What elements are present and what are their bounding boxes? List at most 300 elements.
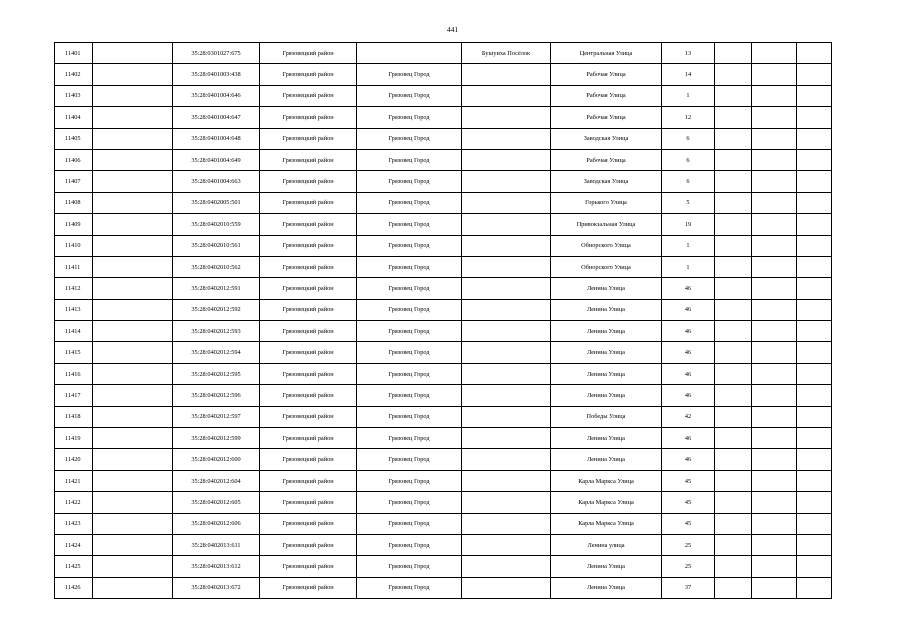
settlement-cell bbox=[462, 128, 551, 149]
district-cell: Грязовецкий район bbox=[260, 534, 357, 555]
empty-cell bbox=[715, 256, 752, 277]
cadastral-number-cell: 35:28:0401004:649 bbox=[173, 149, 260, 170]
street-cell: Ленина Улица bbox=[551, 321, 662, 342]
settlement-cell bbox=[462, 577, 551, 598]
cadastral-number-cell: 35:28:0402012:591 bbox=[173, 278, 260, 299]
blank-cell bbox=[93, 171, 173, 192]
row-number-cell: 11408 bbox=[55, 192, 93, 213]
table-row bbox=[55, 492, 832, 513]
cadastral-number-cell: 35:28:0402010:559 bbox=[173, 214, 260, 235]
empty-cell bbox=[752, 43, 797, 64]
house-number-cell: 25 bbox=[662, 534, 715, 555]
city-cell: Грязовец Город bbox=[357, 428, 462, 449]
house-number-cell: 46 bbox=[662, 428, 715, 449]
cadastral-number-cell: 35:28:0402010:562 bbox=[173, 256, 260, 277]
city-cell: Грязовец Город bbox=[357, 235, 462, 256]
settlement-cell bbox=[462, 149, 551, 170]
house-number-cell: 25 bbox=[662, 556, 715, 577]
district-cell: Грязовецкий район bbox=[260, 256, 357, 277]
empty-cell bbox=[715, 299, 752, 320]
settlement-cell bbox=[462, 64, 551, 85]
district-cell: Грязовецкий район bbox=[260, 299, 357, 320]
blank-cell bbox=[93, 256, 173, 277]
blank-cell bbox=[93, 321, 173, 342]
empty-cell bbox=[715, 492, 752, 513]
table-row bbox=[55, 235, 832, 256]
table-row bbox=[55, 449, 832, 470]
blank-cell bbox=[93, 299, 173, 320]
empty-cell bbox=[797, 149, 832, 170]
settlement-cell bbox=[462, 428, 551, 449]
empty-cell bbox=[752, 192, 797, 213]
house-number-cell: 46 bbox=[662, 342, 715, 363]
cadastral-number-cell: 35:28:0402013:612 bbox=[173, 556, 260, 577]
empty-cell bbox=[797, 278, 832, 299]
house-number-cell: 1 bbox=[662, 85, 715, 106]
city-cell: Грязовец Город bbox=[357, 406, 462, 427]
settlement-cell bbox=[462, 299, 551, 320]
table-row bbox=[55, 64, 832, 85]
empty-cell bbox=[797, 171, 832, 192]
city-cell: Грязовец Город bbox=[357, 470, 462, 491]
table-row bbox=[55, 149, 832, 170]
cadastral-number-cell: 35:28:0402012:605 bbox=[173, 492, 260, 513]
settlement-cell bbox=[462, 492, 551, 513]
empty-cell bbox=[752, 64, 797, 85]
table-row bbox=[55, 256, 832, 277]
settlement-cell bbox=[462, 513, 551, 534]
blank-cell bbox=[93, 428, 173, 449]
empty-cell bbox=[752, 235, 797, 256]
empty-cell bbox=[715, 128, 752, 149]
house-number-cell: 5 bbox=[662, 192, 715, 213]
house-number-cell: 46 bbox=[662, 321, 715, 342]
table-row bbox=[55, 406, 832, 427]
street-cell: Ленина Улица bbox=[551, 299, 662, 320]
empty-cell bbox=[715, 428, 752, 449]
blank-cell bbox=[93, 449, 173, 470]
cadastral-number-cell: 35:28:0402010:561 bbox=[173, 235, 260, 256]
table-row bbox=[55, 363, 832, 384]
city-cell: Грязовец Город bbox=[357, 214, 462, 235]
table-row bbox=[55, 171, 832, 192]
cadastral-number-cell: 35:28:0401003:438 bbox=[173, 64, 260, 85]
house-number-cell: 46 bbox=[662, 385, 715, 406]
cadastral-number-cell: 35:28:0402012:597 bbox=[173, 406, 260, 427]
district-cell: Грязовецкий район bbox=[260, 43, 357, 64]
empty-cell bbox=[797, 43, 832, 64]
empty-cell bbox=[797, 192, 832, 213]
table-row bbox=[55, 385, 832, 406]
blank-cell bbox=[93, 513, 173, 534]
empty-cell bbox=[797, 385, 832, 406]
street-cell: Ленина Улица bbox=[551, 342, 662, 363]
empty-cell bbox=[752, 513, 797, 534]
row-number-cell: 11421 bbox=[55, 470, 93, 491]
city-cell: Грязовец Город bbox=[357, 64, 462, 85]
cadastral-number-cell: 35:28:0402012:593 bbox=[173, 321, 260, 342]
district-cell: Грязовецкий район bbox=[260, 149, 357, 170]
house-number-cell: 6 bbox=[662, 128, 715, 149]
city-cell: Грязовец Город bbox=[357, 299, 462, 320]
district-cell: Грязовецкий район bbox=[260, 278, 357, 299]
house-number-cell: 37 bbox=[662, 577, 715, 598]
empty-cell bbox=[797, 577, 832, 598]
cadastral-number-cell: 35:28:0402012:606 bbox=[173, 513, 260, 534]
cadastral-number-cell: 35:28:0402012:595 bbox=[173, 363, 260, 384]
row-number-cell: 11410 bbox=[55, 235, 93, 256]
settlement-cell bbox=[462, 278, 551, 299]
empty-cell bbox=[797, 107, 832, 128]
district-cell: Грязовецкий район bbox=[260, 449, 357, 470]
row-number-cell: 11405 bbox=[55, 128, 93, 149]
district-cell: Грязовецкий район bbox=[260, 513, 357, 534]
empty-cell bbox=[797, 321, 832, 342]
empty-cell bbox=[715, 64, 752, 85]
district-cell: Грязовецкий район bbox=[260, 107, 357, 128]
house-number-cell: 6 bbox=[662, 171, 715, 192]
empty-cell bbox=[752, 214, 797, 235]
settlement-cell bbox=[462, 363, 551, 384]
registry-body bbox=[55, 43, 832, 599]
street-cell: Рабочая Улица bbox=[551, 64, 662, 85]
district-cell: Грязовецкий район bbox=[260, 363, 357, 384]
district-cell: Грязовецкий район bbox=[260, 64, 357, 85]
empty-cell bbox=[752, 171, 797, 192]
settlement-cell bbox=[462, 171, 551, 192]
settlement-cell bbox=[462, 470, 551, 491]
settlement-cell bbox=[462, 534, 551, 555]
empty-cell bbox=[797, 64, 832, 85]
row-number-cell: 11416 bbox=[55, 363, 93, 384]
row-number-cell: 11409 bbox=[55, 214, 93, 235]
row-number-cell: 11422 bbox=[55, 492, 93, 513]
row-number-cell: 11426 bbox=[55, 577, 93, 598]
street-cell: Карла Маркса Улица bbox=[551, 492, 662, 513]
house-number-cell: 46 bbox=[662, 299, 715, 320]
empty-cell bbox=[797, 363, 832, 384]
empty-cell bbox=[752, 128, 797, 149]
empty-cell bbox=[797, 534, 832, 555]
street-cell: Центральная Улица bbox=[551, 43, 662, 64]
table-row bbox=[55, 214, 832, 235]
empty-cell bbox=[797, 406, 832, 427]
district-cell: Грязовецкий район bbox=[260, 321, 357, 342]
city-cell bbox=[357, 43, 462, 64]
blank-cell bbox=[93, 470, 173, 491]
district-cell: Грязовецкий район bbox=[260, 492, 357, 513]
row-number-cell: 11424 bbox=[55, 534, 93, 555]
street-cell: Ленина Улица bbox=[551, 428, 662, 449]
city-cell: Грязовец Город bbox=[357, 278, 462, 299]
city-cell: Грязовец Город bbox=[357, 363, 462, 384]
street-cell: Горького Улица bbox=[551, 192, 662, 213]
blank-cell bbox=[93, 385, 173, 406]
empty-cell bbox=[752, 256, 797, 277]
street-cell: Ленина улица bbox=[551, 534, 662, 555]
city-cell: Грязовец Город bbox=[357, 107, 462, 128]
house-number-cell: 1 bbox=[662, 256, 715, 277]
cadastral-number-cell: 35:28:0402013:672 bbox=[173, 577, 260, 598]
empty-cell bbox=[715, 235, 752, 256]
blank-cell bbox=[93, 214, 173, 235]
empty-cell bbox=[715, 449, 752, 470]
house-number-cell: 42 bbox=[662, 406, 715, 427]
empty-cell bbox=[752, 299, 797, 320]
settlement-cell: Бушуиха Посёлок bbox=[462, 43, 551, 64]
table-row bbox=[55, 577, 832, 598]
blank-cell bbox=[93, 342, 173, 363]
street-cell: Заводская Улица bbox=[551, 128, 662, 149]
table-row bbox=[55, 128, 832, 149]
house-number-cell: 46 bbox=[662, 278, 715, 299]
table-row bbox=[55, 85, 832, 106]
city-cell: Грязовец Город bbox=[357, 534, 462, 555]
settlement-cell bbox=[462, 385, 551, 406]
settlement-cell bbox=[462, 321, 551, 342]
blank-cell bbox=[93, 85, 173, 106]
settlement-cell bbox=[462, 449, 551, 470]
city-cell: Грязовец Город bbox=[357, 556, 462, 577]
blank-cell bbox=[93, 492, 173, 513]
blank-cell bbox=[93, 192, 173, 213]
row-number-cell: 11423 bbox=[55, 513, 93, 534]
row-number-cell: 11404 bbox=[55, 107, 93, 128]
table-row bbox=[55, 556, 832, 577]
house-number-cell: 6 bbox=[662, 149, 715, 170]
row-number-cell: 11425 bbox=[55, 556, 93, 577]
empty-cell bbox=[752, 321, 797, 342]
city-cell: Грязовец Город bbox=[357, 149, 462, 170]
empty-cell bbox=[715, 171, 752, 192]
district-cell: Грязовецкий район bbox=[260, 556, 357, 577]
district-cell: Грязовецкий район bbox=[260, 85, 357, 106]
settlement-cell bbox=[462, 235, 551, 256]
empty-cell bbox=[752, 534, 797, 555]
empty-cell bbox=[715, 363, 752, 384]
row-number-cell: 11411 bbox=[55, 256, 93, 277]
empty-cell bbox=[715, 192, 752, 213]
district-cell: Грязовецкий район bbox=[260, 342, 357, 363]
empty-cell bbox=[797, 128, 832, 149]
cadastral-number-cell: 35:28:0402005:501 bbox=[173, 192, 260, 213]
city-cell: Грязовец Город bbox=[357, 171, 462, 192]
blank-cell bbox=[93, 577, 173, 598]
empty-cell bbox=[715, 342, 752, 363]
settlement-cell bbox=[462, 214, 551, 235]
cadastral-number-cell: 35:28:0401004:646 bbox=[173, 85, 260, 106]
empty-cell bbox=[797, 256, 832, 277]
table-row bbox=[55, 299, 832, 320]
empty-cell bbox=[797, 449, 832, 470]
city-cell: Грязовец Город bbox=[357, 449, 462, 470]
empty-cell bbox=[752, 406, 797, 427]
blank-cell bbox=[93, 128, 173, 149]
city-cell: Грязовец Город bbox=[357, 192, 462, 213]
empty-cell bbox=[715, 406, 752, 427]
empty-cell bbox=[797, 513, 832, 534]
street-cell: Привокзальная Улица bbox=[551, 214, 662, 235]
street-cell: Карла Маркса Улица bbox=[551, 470, 662, 491]
table-row bbox=[55, 321, 832, 342]
city-cell: Грязовец Город bbox=[357, 342, 462, 363]
city-cell: Грязовец Город bbox=[357, 256, 462, 277]
blank-cell bbox=[93, 43, 173, 64]
city-cell: Грязовец Город bbox=[357, 321, 462, 342]
blank-cell bbox=[93, 534, 173, 555]
district-cell: Грязовецкий район bbox=[260, 192, 357, 213]
district-cell: Грязовецкий район bbox=[260, 385, 357, 406]
table-row bbox=[55, 192, 832, 213]
street-cell: Обнорского Улица bbox=[551, 256, 662, 277]
house-number-cell: 14 bbox=[662, 64, 715, 85]
street-cell: Обнорского Улица bbox=[551, 235, 662, 256]
house-number-cell: 45 bbox=[662, 513, 715, 534]
cadastral-number-cell: 35:28:0301027:675 bbox=[173, 43, 260, 64]
street-cell: Рабочая Улица bbox=[551, 149, 662, 170]
district-cell: Грязовецкий район bbox=[260, 470, 357, 491]
house-number-cell: 12 bbox=[662, 107, 715, 128]
empty-cell bbox=[715, 149, 752, 170]
table-row bbox=[55, 278, 832, 299]
empty-cell bbox=[797, 492, 832, 513]
table-row bbox=[55, 534, 832, 555]
empty-cell bbox=[752, 363, 797, 384]
settlement-cell bbox=[462, 107, 551, 128]
page-number: 441 bbox=[446, 25, 459, 34]
blank-cell bbox=[93, 363, 173, 384]
city-cell: Грязовец Город bbox=[357, 577, 462, 598]
empty-cell bbox=[752, 342, 797, 363]
empty-cell bbox=[715, 43, 752, 64]
empty-cell bbox=[752, 492, 797, 513]
house-number-cell: 45 bbox=[662, 492, 715, 513]
empty-cell bbox=[715, 385, 752, 406]
street-cell: Ленина Улица bbox=[551, 556, 662, 577]
settlement-cell bbox=[462, 406, 551, 427]
settlement-cell bbox=[462, 342, 551, 363]
empty-cell bbox=[797, 299, 832, 320]
district-cell: Грязовецкий район bbox=[260, 235, 357, 256]
settlement-cell bbox=[462, 85, 551, 106]
empty-cell bbox=[715, 278, 752, 299]
empty-cell bbox=[752, 449, 797, 470]
street-cell: Ленина Улица bbox=[551, 278, 662, 299]
cadastral-number-cell: 35:28:0402013:611 bbox=[173, 534, 260, 555]
empty-cell bbox=[715, 556, 752, 577]
registry-table bbox=[54, 42, 832, 599]
empty-cell bbox=[752, 470, 797, 491]
blank-cell bbox=[93, 64, 173, 85]
empty-cell bbox=[715, 577, 752, 598]
cadastral-number-cell: 35:28:0401004:648 bbox=[173, 128, 260, 149]
city-cell: Грязовец Город bbox=[357, 128, 462, 149]
settlement-cell bbox=[462, 256, 551, 277]
empty-cell bbox=[715, 513, 752, 534]
district-cell: Грязовецкий район bbox=[260, 171, 357, 192]
cadastral-number-cell: 35:28:0402012:596 bbox=[173, 385, 260, 406]
empty-cell bbox=[752, 428, 797, 449]
blank-cell bbox=[93, 406, 173, 427]
cadastral-number-cell: 35:28:0401004:647 bbox=[173, 107, 260, 128]
row-number-cell: 11414 bbox=[55, 321, 93, 342]
settlement-cell bbox=[462, 192, 551, 213]
blank-cell bbox=[93, 107, 173, 128]
row-number-cell: 11406 bbox=[55, 149, 93, 170]
table-row bbox=[55, 43, 832, 64]
row-number-cell: 11403 bbox=[55, 85, 93, 106]
empty-cell bbox=[752, 278, 797, 299]
cadastral-number-cell: 35:28:0402012:604 bbox=[173, 470, 260, 491]
street-cell: Рабочая Улица bbox=[551, 107, 662, 128]
street-cell: Победы Улица bbox=[551, 406, 662, 427]
empty-cell bbox=[715, 214, 752, 235]
street-cell: Ленина Улица bbox=[551, 385, 662, 406]
street-cell: Ленина Улица bbox=[551, 577, 662, 598]
table-row bbox=[55, 107, 832, 128]
empty-cell bbox=[752, 556, 797, 577]
empty-cell bbox=[797, 470, 832, 491]
house-number-cell: 46 bbox=[662, 449, 715, 470]
empty-cell bbox=[797, 235, 832, 256]
empty-cell bbox=[797, 85, 832, 106]
street-cell: Ленина Улица bbox=[551, 363, 662, 384]
empty-cell bbox=[797, 214, 832, 235]
empty-cell bbox=[715, 107, 752, 128]
blank-cell bbox=[93, 235, 173, 256]
row-number-cell: 11412 bbox=[55, 278, 93, 299]
empty-cell bbox=[715, 534, 752, 555]
table-row bbox=[55, 470, 832, 491]
district-cell: Грязовецкий район bbox=[260, 428, 357, 449]
city-cell: Грязовец Город bbox=[357, 492, 462, 513]
district-cell: Грязовецкий район bbox=[260, 128, 357, 149]
empty-cell bbox=[752, 85, 797, 106]
row-number-cell: 11417 bbox=[55, 385, 93, 406]
cadastral-number-cell: 35:28:0401004:663 bbox=[173, 171, 260, 192]
district-cell: Грязовецкий район bbox=[260, 406, 357, 427]
house-number-cell: 1 bbox=[662, 235, 715, 256]
row-number-cell: 11402 bbox=[55, 64, 93, 85]
city-cell: Грязовец Город bbox=[357, 85, 462, 106]
cadastral-number-cell: 35:28:0402012:599 bbox=[173, 428, 260, 449]
cadastral-number-cell: 35:28:0402012:600 bbox=[173, 449, 260, 470]
row-number-cell: 11420 bbox=[55, 449, 93, 470]
empty-cell bbox=[752, 107, 797, 128]
house-number-cell: 46 bbox=[662, 363, 715, 384]
empty-cell bbox=[752, 385, 797, 406]
blank-cell bbox=[93, 278, 173, 299]
empty-cell bbox=[797, 428, 832, 449]
row-number-cell: 11419 bbox=[55, 428, 93, 449]
blank-cell bbox=[93, 556, 173, 577]
table-row bbox=[55, 513, 832, 534]
empty-cell bbox=[797, 556, 832, 577]
empty-cell bbox=[715, 470, 752, 491]
cadastral-number-cell: 35:28:0402012:592 bbox=[173, 299, 260, 320]
empty-cell bbox=[752, 149, 797, 170]
settlement-cell bbox=[462, 556, 551, 577]
empty-cell bbox=[797, 342, 832, 363]
street-cell: Карла Маркса Улица bbox=[551, 513, 662, 534]
street-cell: Ленина Улица bbox=[551, 449, 662, 470]
empty-cell bbox=[752, 577, 797, 598]
city-cell: Грязовец Город bbox=[357, 385, 462, 406]
row-number-cell: 11415 bbox=[55, 342, 93, 363]
table-row bbox=[55, 428, 832, 449]
row-number-cell: 11407 bbox=[55, 171, 93, 192]
row-number-cell: 11418 bbox=[55, 406, 93, 427]
